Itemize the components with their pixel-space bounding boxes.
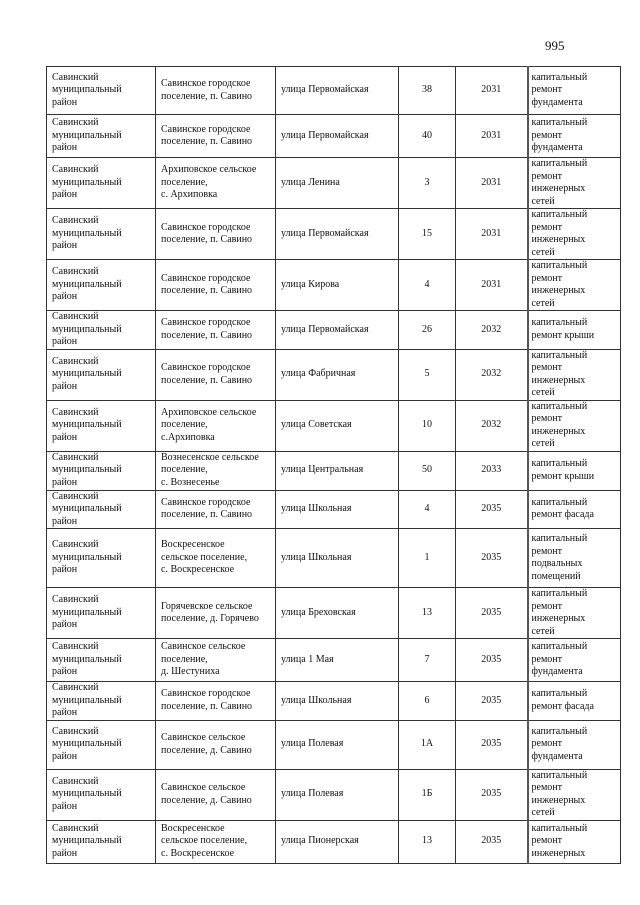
street-cell: улица Школьная bbox=[276, 682, 399, 721]
district-cell: Савинский муниципальный район bbox=[47, 209, 156, 260]
settlement-cell: Савинское городское поселение, п. Савино bbox=[156, 209, 276, 260]
table-row bbox=[47, 720, 621, 769]
district-cell: Савинский муниципальный район bbox=[47, 588, 156, 639]
district-cell: Савинский муниципальный район bbox=[47, 400, 156, 451]
street-cell: улица 1 Мая bbox=[276, 639, 399, 682]
table-row bbox=[47, 209, 621, 260]
table-row bbox=[47, 769, 621, 820]
street-cell: улица Первомайская bbox=[276, 311, 399, 350]
work-type-cell: капитальный ремонт фундамента bbox=[528, 639, 621, 682]
year-cell: 2031 bbox=[456, 260, 528, 311]
settlement-cell: Вознесенское сельское поселение, с. Вознесенье bbox=[156, 451, 276, 490]
year-cell: 2032 bbox=[456, 349, 528, 400]
work-type-cell: капитальный ремонт инженерных сетей bbox=[528, 260, 621, 311]
work-type-cell: капитальный ремонт инженерных сетей bbox=[528, 158, 621, 209]
work-type-cell: капитальный ремонт инженерных сетей bbox=[528, 349, 621, 400]
table-row bbox=[47, 349, 621, 400]
district-cell: Савинский муниципальный район bbox=[47, 115, 156, 158]
table-row bbox=[47, 260, 621, 311]
street-cell: улица Первомайская bbox=[276, 209, 399, 260]
settlement-cell: Савинское городское поселение, п. Савино bbox=[156, 490, 276, 529]
house-number-cell: 7 bbox=[399, 639, 456, 682]
work-type-cell: капитальный ремонт инженерных сетей bbox=[528, 769, 621, 820]
street-cell: улица Фабричная bbox=[276, 349, 399, 400]
settlement-cell: Савинское городское поселение, п. Савино bbox=[156, 260, 276, 311]
house-number-cell: 1Б bbox=[399, 769, 456, 820]
work-type-cell: капитальный ремонт подвальных помещений bbox=[528, 529, 621, 588]
year-cell: 2031 bbox=[456, 115, 528, 158]
table-row bbox=[47, 682, 621, 721]
house-number-cell: 4 bbox=[399, 490, 456, 529]
district-cell: Савинский муниципальный район bbox=[47, 158, 156, 209]
settlement-cell: Архиповское сельское поселение, с. Архиповка bbox=[156, 158, 276, 209]
table-row bbox=[47, 451, 621, 490]
settlement-cell: Савинское сельское поселение, д. Савино bbox=[156, 769, 276, 820]
year-cell: 2031 bbox=[456, 209, 528, 260]
table-row bbox=[47, 67, 621, 115]
district-cell: Савинский муниципальный район bbox=[47, 529, 156, 588]
settlement-cell: Савинское сельское поселение, д. Шестуниха bbox=[156, 639, 276, 682]
settlement-cell: Архиповское сельское поселение, с.Архиповка bbox=[156, 400, 276, 451]
year-cell: 2035 bbox=[456, 588, 528, 639]
district-cell: Савинский муниципальный район bbox=[47, 720, 156, 769]
year-cell: 2031 bbox=[456, 67, 528, 115]
year-cell: 2031 bbox=[456, 158, 528, 209]
table-row bbox=[47, 115, 621, 158]
district-cell: Савинский муниципальный район bbox=[47, 639, 156, 682]
year-cell: 2035 bbox=[456, 820, 528, 863]
house-number-cell: 50 bbox=[399, 451, 456, 490]
street-cell: улица Ленина bbox=[276, 158, 399, 209]
district-cell: Савинский муниципальный район bbox=[47, 769, 156, 820]
district-cell: Савинский муниципальный район bbox=[47, 820, 156, 863]
street-cell: улица Бреховская bbox=[276, 588, 399, 639]
house-number-cell: 5 bbox=[399, 349, 456, 400]
street-cell: улица Школьная bbox=[276, 529, 399, 588]
house-number-cell: 40 bbox=[399, 115, 456, 158]
district-cell: Савинский муниципальный район bbox=[47, 67, 156, 115]
work-type-cell: капитальный ремонт инженерных bbox=[528, 820, 621, 863]
settlement-cell: Савинское городское поселение, п. Савино bbox=[156, 311, 276, 350]
settlement-cell: Воскресенское сельское поселение, с. Воскресенское bbox=[156, 820, 276, 863]
house-number-cell: 4 bbox=[399, 260, 456, 311]
house-number-cell: 13 bbox=[399, 588, 456, 639]
street-cell: улица Первомайская bbox=[276, 67, 399, 115]
house-number-cell: 1 bbox=[399, 529, 456, 588]
work-type-cell: капитальный ремонт фундамента bbox=[528, 67, 621, 115]
district-cell: Савинский муниципальный район bbox=[47, 260, 156, 311]
table-row bbox=[47, 820, 621, 863]
house-number-cell: 38 bbox=[399, 67, 456, 115]
repair-schedule-table bbox=[46, 66, 621, 864]
settlement-cell: Савинское городское поселение, п. Савино bbox=[156, 67, 276, 115]
work-type-cell: капитальный ремонт крыши bbox=[528, 451, 621, 490]
settlement-cell: Горячевское сельское поселение, д. Горячево bbox=[156, 588, 276, 639]
work-type-cell: капитальный ремонт крыши bbox=[528, 311, 621, 350]
table-row bbox=[47, 400, 621, 451]
work-type-cell: капитальный ремонт инженерных сетей bbox=[528, 588, 621, 639]
street-cell: улица Первомайская bbox=[276, 115, 399, 158]
table-row bbox=[47, 158, 621, 209]
settlement-cell: Савинское городское поселение, п. Савино bbox=[156, 682, 276, 721]
house-number-cell: 3 bbox=[399, 158, 456, 209]
settlement-cell: Савинское сельское поселение, д. Савино bbox=[156, 720, 276, 769]
work-type-cell: капитальный ремонт фасада bbox=[528, 682, 621, 721]
year-cell: 2032 bbox=[456, 311, 528, 350]
table-row bbox=[47, 490, 621, 529]
house-number-cell: 15 bbox=[399, 209, 456, 260]
year-cell: 2035 bbox=[456, 529, 528, 588]
work-type-cell: капитальный ремонт фасада bbox=[528, 490, 621, 529]
district-cell: Савинский муниципальный район bbox=[47, 349, 156, 400]
district-cell: Савинский муниципальный район bbox=[47, 311, 156, 350]
street-cell: улица Кирова bbox=[276, 260, 399, 311]
table-row bbox=[47, 311, 621, 350]
street-cell: улица Полевая bbox=[276, 720, 399, 769]
work-type-cell: капитальный ремонт фундамента bbox=[528, 720, 621, 769]
district-cell: Савинский муниципальный район bbox=[47, 490, 156, 529]
table-row bbox=[47, 588, 621, 639]
district-cell: Савинский муниципальный район bbox=[47, 451, 156, 490]
street-cell: улица Советская bbox=[276, 400, 399, 451]
house-number-cell: 10 bbox=[399, 400, 456, 451]
settlement-cell: Воскресенское сельское поселение, с. Воскресенское bbox=[156, 529, 276, 588]
settlement-cell: Савинское городское поселение, п. Савино bbox=[156, 115, 276, 158]
table-row bbox=[47, 529, 621, 588]
year-cell: 2035 bbox=[456, 720, 528, 769]
house-number-cell: 6 bbox=[399, 682, 456, 721]
house-number-cell: 1А bbox=[399, 720, 456, 769]
settlement-cell: Савинское городское поселение, п. Савино bbox=[156, 349, 276, 400]
house-number-cell: 13 bbox=[399, 820, 456, 863]
house-number-cell: 26 bbox=[399, 311, 456, 350]
work-type-cell: капитальный ремонт фундамента bbox=[528, 115, 621, 158]
street-cell: улица Школьная bbox=[276, 490, 399, 529]
district-cell: Савинский муниципальный район bbox=[47, 682, 156, 721]
year-cell: 2035 bbox=[456, 639, 528, 682]
year-cell: 2033 bbox=[456, 451, 528, 490]
year-cell: 2035 bbox=[456, 769, 528, 820]
work-type-cell: капитальный ремонт инженерных сетей bbox=[528, 209, 621, 260]
page-number: 995 bbox=[545, 38, 565, 53]
year-cell: 2035 bbox=[456, 682, 528, 721]
street-cell: улица Центральная bbox=[276, 451, 399, 490]
street-cell: улица Пионерская bbox=[276, 820, 399, 863]
year-cell: 2032 bbox=[456, 400, 528, 451]
work-type-cell: капитальный ремонт инженерных сетей bbox=[528, 400, 621, 451]
table-row bbox=[47, 639, 621, 682]
street-cell: улица Полевая bbox=[276, 769, 399, 820]
year-cell: 2035 bbox=[456, 490, 528, 529]
